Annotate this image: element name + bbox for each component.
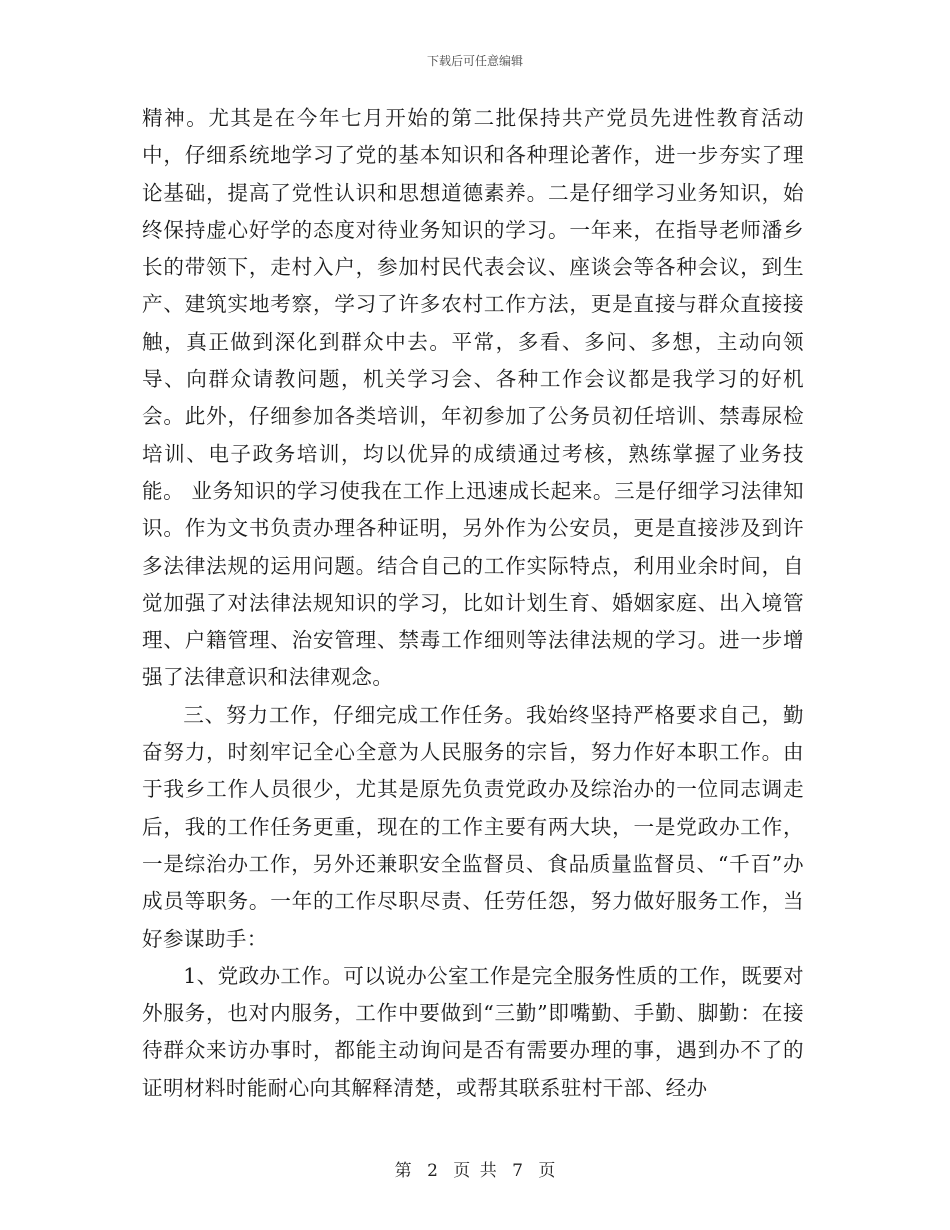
- paragraph-3: 1、党政办工作。可以说办公室工作是完全服务性质的工作，既要对外服务，也对内服务，工作中要做到“三勤”即嘴勤、手勤、脚勤：在接待群众来访办事时，都能主动询问是否有需要办理的事，遇到办不了的证明材料时能耐心向其解释清楚，或帮其联系驻村干部、经办: [142, 963, 805, 1100]
- footer-prefix: 第: [394, 1161, 412, 1181]
- document-body: [142, 100, 804, 1107]
- paragraph-2: 三、努力工作，仔细完成工作任务。我始终坚持严格要求自己，勤奋努力，时刻牢记全心全意为人民服务的宗旨，努力作好本职工作。由于我乡工作人员很少，尤其是原先负责党政办及综治办的一位同志调走后，我的工作任务更重，现在的工作主要有两大块，一是党政办工作，一是综治办工作，另外还兼职安全监督员、食品质量监督员、“千百”办成员等职务。一年的工作尽职尽责、任劳任怨，努力做好服务工作，当好参谋助手：: [142, 702, 804, 951]
- footer-current-page: 2: [427, 1161, 438, 1181]
- page-footer: [0, 1156, 950, 1181]
- footer-suffix: 页: [538, 1161, 556, 1181]
- footer-total-pages: 7: [512, 1161, 523, 1181]
- footer-middle: 页 共: [453, 1161, 497, 1181]
- paragraph-1: 精神。尤其是在今年七月开始的第二批保持共产党员先进性教育活动中，仔细系统地学习了党的基本知识和各种理论著作，进一步夯实了理论基础，提高了党性认识和思想道德素养。二是仔细学习业务知识，始终保持虚心好学的态度对待业务知识的学习。一年来，在指导老师潘乡长的带领下，走村入户，参加村民代表会议、座谈会等各种会议，到生产、建筑实地考察，学习了许多农村工作方法，更是直接与群众直接接触，真正做到深化到群众中去。平常，多看、多问、多想，主动向领导、向群众请教问题，机关学习会、各种工作会议都是我学习的好机会。此外，仔细参加各类培训，年初参加了公务员初任培训、禁毒尿检培训、电子政务培训，均以优异的成绩通过考核，熟练掌握了业务技能。 业务知识的学习使我在工作上迅速成长起来。三是仔细学习法律知识。作为文书负责办理各种证明，另外作为公安员，更是直接涉及到许多法律法规的运用问题。结合自己的工作实际特点，利用业余时间，自觉加强了对法律法规知识的学习，比如计划生育、婚姻家庭、出入境管理、户籍管理、治安管理、禁毒工作细则等法律法规的学习。进一步增强了法律意识和法律观念。: [142, 106, 804, 690]
- page-header: 下载后可任意编辑: [426, 54, 523, 68]
